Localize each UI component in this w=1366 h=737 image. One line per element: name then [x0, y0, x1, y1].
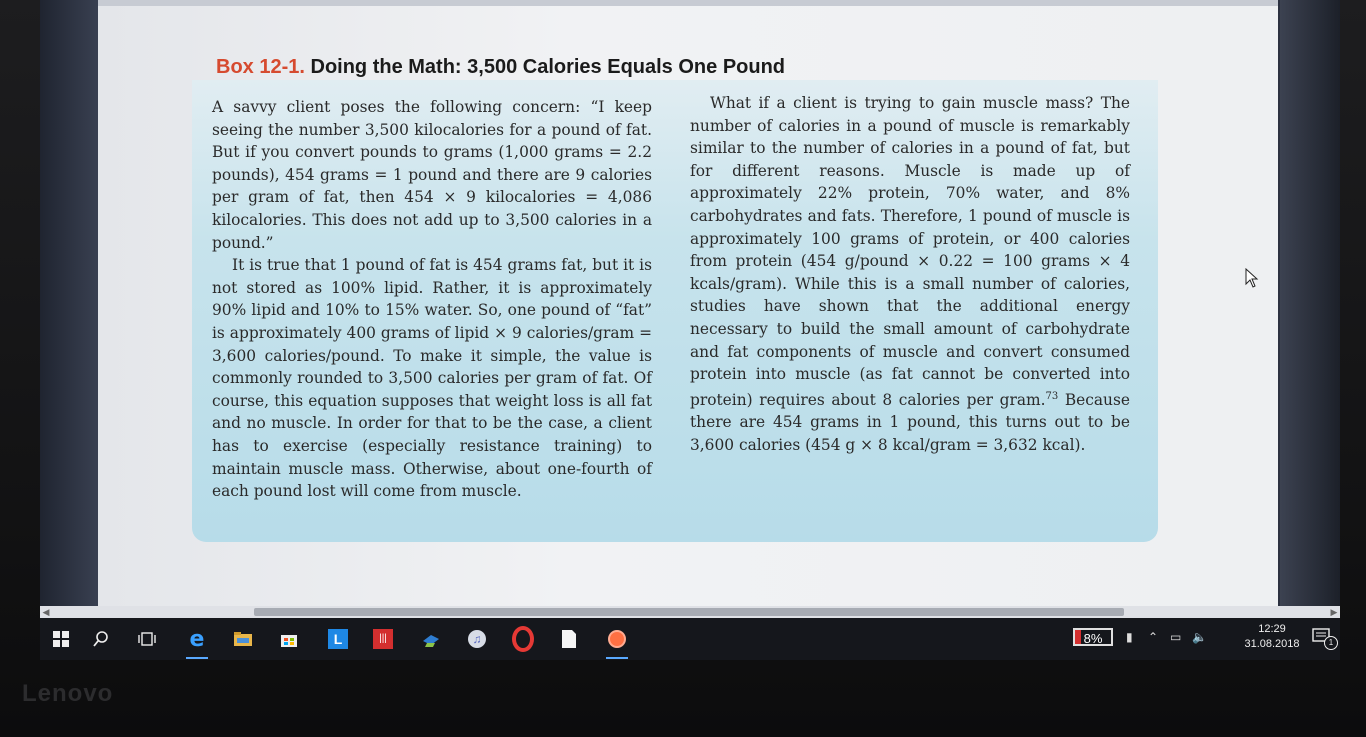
screen	[40, 0, 1340, 660]
notification-center-icon[interactable]	[1312, 628, 1332, 648]
chevron-up-icon[interactable]: ⌃	[1148, 630, 1159, 644]
viewer-right-margin	[1280, 0, 1340, 610]
box-number: Box 12-1.	[216, 56, 305, 78]
document-page	[98, 0, 1278, 606]
red-app-icon[interactable]: |||	[370, 626, 396, 652]
right-paragraph	[690, 92, 1130, 457]
right-paragraph-text-2: Because there are 454 grams in 1 pound, this turns out to be 3,600 calories (454 g × 8 kcal/gram = 3,632 kcal).	[690, 390, 1130, 455]
left-paragraph-2: It is true that 1 pound of fat is 454 grams fat, but it is not stored as 100% lipid. Rather, it is approximately 90% lipid and 10% to 15% water. So, one pound of “fat” is approximately 400 grams of lipid × 9 calories/gram = 3,600 calories/pound. To make it simple, the value is commonly rounded to 3,500 calories per gram of fat. Of course, this equation supposes that weight loss is all fat and no muscle. In order for that to be the case, a client has to exercise (especially resistance training) to maintain muscle mass. Otherwise, about one-fourth of each pound lost will come from muscle.	[212, 256, 652, 501]
left-paragraph-1: A savvy client poses the following concern: “I keep seeing the number 3,500 kilocalories for a pound of fat. But if you convert pounds to grams (1,000 grams = 2.2 pounds), 454 grams = 1 pound and there are 9 calories per gram of fat, then 454 × 9 kilocalories = 4,086 kilocalories. This does not add up to 3,500 calories in a pound.”	[212, 98, 652, 252]
mouse-cursor-icon	[1245, 268, 1259, 288]
box-panel	[192, 80, 1158, 542]
windows-start-icon[interactable]	[48, 626, 74, 652]
page-top-edge	[98, 0, 1278, 6]
clock-date: 31.08.2018	[1244, 638, 1300, 650]
l-app-icon[interactable]: L	[325, 626, 351, 652]
scroll-right-icon[interactable]: ▶	[1330, 607, 1338, 617]
power-plug-icon[interactable]: ▮	[1126, 630, 1133, 644]
taskbar	[40, 618, 1340, 660]
scrollbar-thumb[interactable]	[254, 608, 1124, 616]
left-column	[212, 96, 652, 503]
horizontal-scrollbar[interactable]	[40, 606, 1340, 618]
volume-icon[interactable]: 🔈	[1192, 630, 1207, 644]
itunes-icon[interactable]: ♫	[464, 626, 490, 652]
store-icon[interactable]	[276, 626, 302, 652]
notification-count: 1	[1324, 636, 1338, 650]
viewer-left-margin	[40, 0, 100, 610]
clock-time: 12:29	[1258, 623, 1286, 635]
lenovo-logo: Lenovo	[22, 680, 114, 707]
task-view-icon[interactable]	[134, 626, 160, 652]
folder-app-icon[interactable]	[418, 626, 444, 652]
file-explorer-icon[interactable]	[230, 626, 256, 652]
active-app-icon[interactable]	[604, 626, 630, 652]
battery-indicator[interactable]: 8%	[1073, 628, 1113, 646]
footnote-ref: 73	[1045, 390, 1059, 402]
opera-icon[interactable]	[510, 626, 536, 652]
scroll-left-icon[interactable]: ◀	[42, 607, 50, 617]
edge-icon[interactable]: e	[184, 626, 210, 652]
network-icon[interactable]: ▭	[1170, 630, 1182, 644]
document-icon[interactable]	[556, 626, 582, 652]
search-icon[interactable]	[88, 626, 114, 652]
right-paragraph-text: What if a client is trying to gain muscle mass? The number of calories in a pound of muscle is remarkably similar to the number of calories in a pound of fat, but for different reasons. Muscle is made up of approximately 22% protein, 70% water, and 8% carbohydrates and fats. Therefore, 1 pound of muscle is approximately 100 grams of protein, or 400 calories from protein (454 g/pound × 0.22 = 100 grams × 4 kcals/gram). While this is a small number of calories, studies have shown that the additional energy necessary to build the small amount of carbohydrate and fat components of muscle and convert consumed protein into muscle (as fat cannot be converted into protein) requires about 8 calories per gram.	[690, 94, 1130, 409]
box-title: Doing the Math: 3,500 Calories Equals One Pound	[310, 56, 786, 78]
right-column	[690, 92, 1130, 457]
system-clock[interactable]	[1240, 622, 1304, 652]
